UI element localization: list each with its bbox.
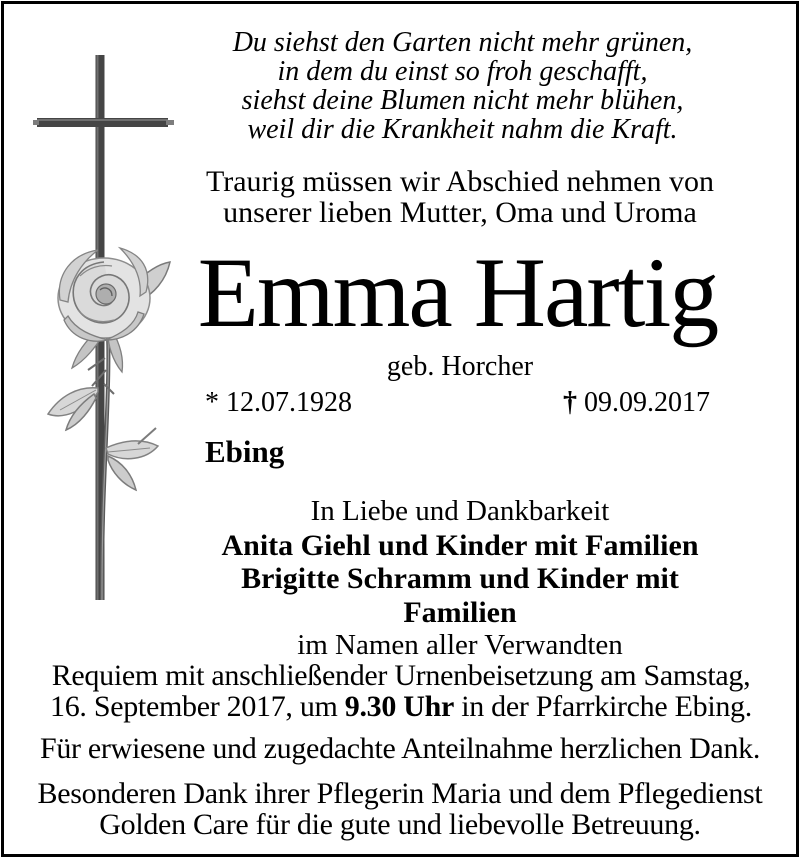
birth-date xyxy=(205,388,352,417)
poem-line: weil dir die Krankheit nahm die Kraft. xyxy=(247,114,678,145)
service-line: Requiem mit anschließender Urnenbeisetzung am Samstag, xyxy=(51,659,751,692)
poem-line: in dem du einst so froh geschafft, xyxy=(277,56,648,87)
service-line xyxy=(38,689,764,723)
mourning-intro-line: unserer lieben Mutter, Oma und Uroma xyxy=(223,196,697,229)
maiden-name: geb. Horcher xyxy=(386,351,534,382)
mourner-name: Brigitte Schramm und Kinder mit Familien xyxy=(241,562,679,629)
mourners-outro: im Namen aller Verwandten xyxy=(297,629,623,661)
mourners-intro: In Liebe und Dankbarkeit xyxy=(310,495,610,527)
poem-line: siehst deine Blumen nicht mehr blühen, xyxy=(241,85,684,116)
service-details xyxy=(38,661,764,722)
mourners-block xyxy=(185,495,735,663)
poem xyxy=(185,28,740,144)
death-cross-symbol: † xyxy=(563,387,577,418)
deceased-name: Emma Hartig xyxy=(197,237,718,348)
poem-line: Du siehst den Garten nicht mehr grünen, xyxy=(232,27,693,58)
special-thanks xyxy=(30,779,770,840)
special-thanks-line: Golden Care für die gute und liebevolle Betreuung. xyxy=(99,807,701,841)
mourning-intro xyxy=(185,166,735,228)
mourning-intro-line: Traurig müssen wir Abschied nehmen von xyxy=(205,165,714,198)
service-time: 9.30 Uhr xyxy=(344,689,455,723)
birth-date-value: 12.07.1928 xyxy=(226,387,352,418)
special-thanks-line: Besonderen Dank ihrer Pflegerin Maria und dem Pflegedienst xyxy=(37,777,763,810)
mourner-name: Anita Giehl und Kinder mit Familien xyxy=(221,528,699,562)
life-dates xyxy=(205,388,710,417)
residence: Ebing xyxy=(205,434,285,469)
service-location-text: in der Pfarrkirche Ebing. xyxy=(454,689,752,723)
rose-icon xyxy=(48,248,170,600)
service-date-text: 16. September 2017, um xyxy=(50,689,345,723)
death-date-value: 09.09.2017 xyxy=(584,387,710,418)
birth-star-symbol: * xyxy=(205,387,219,418)
thanks-line: Für erwiesene und zugedachte Anteilnahme herzlichen Dank. xyxy=(39,732,761,765)
cross-rose-illustration xyxy=(20,48,190,608)
death-date xyxy=(563,388,710,417)
